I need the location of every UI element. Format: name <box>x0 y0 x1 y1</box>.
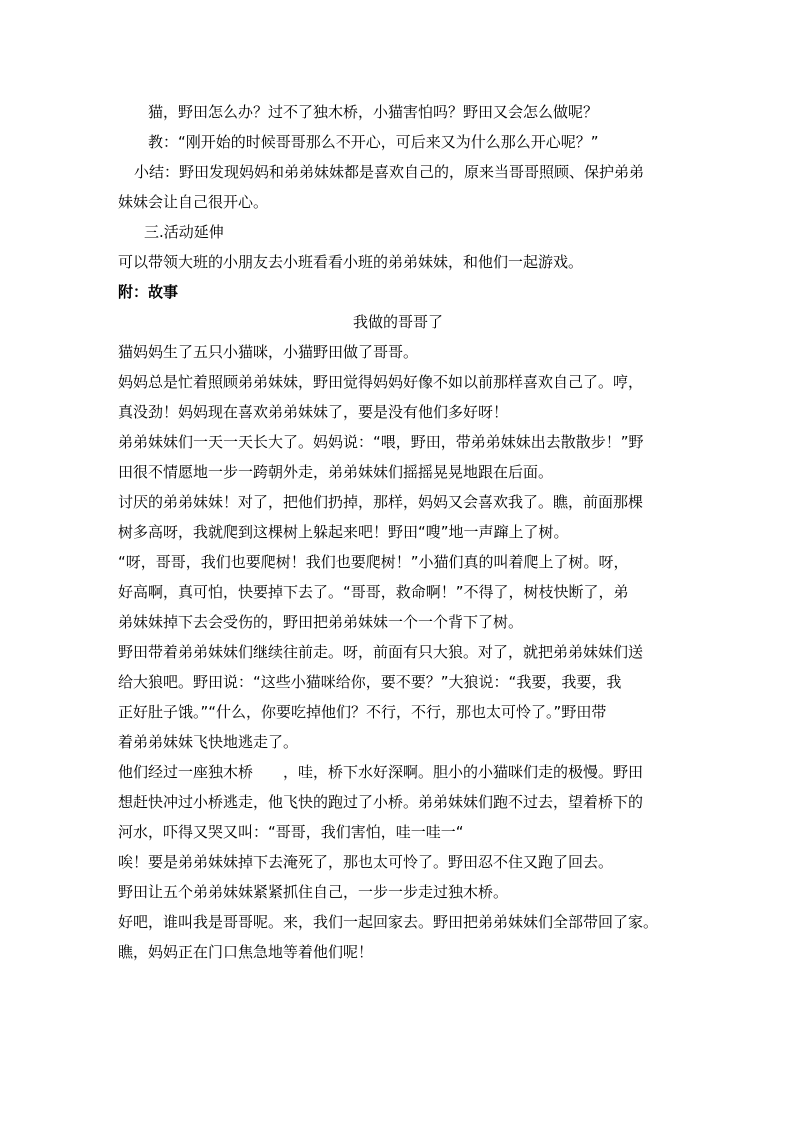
story-line: 着弟弟妹妹飞快地逃走了。 <box>118 733 299 751</box>
story-line: 唉！要是弟弟妹妹掉下去淹死了，那也太可怜了。野田忍不住又跑了回去。 <box>118 853 614 871</box>
story-line: 野田让五个弟弟妹妹紧紧抓住自己，一步一步走过独木桥。 <box>118 883 509 901</box>
story-line: 想赶快冲过小桥逃走，他飞快的跑过了小桥。弟弟妹妹们跑不过去，望着桥下的 <box>118 793 644 811</box>
story-line: 真没劲！妈妈现在喜欢弟弟妹妹了，要是没有他们多好呀！ <box>118 403 509 421</box>
appendix-label: 附：故事 <box>118 283 179 301</box>
teacher-question-line: 教：“刚开始的时候哥哥那么不开心，可后来又为什么那么开心呢？” <box>148 133 599 151</box>
lesson-question-line: 猫，野田怎么办？过不了独木桥，小猫害怕吗？野田又会怎么做呢？ <box>148 103 599 121</box>
story-line: 弟妹妹掉下去会受伤的，野田把弟弟妹妹一个一个背下了树。 <box>118 613 524 631</box>
section-heading: 三.活动延伸 <box>144 223 224 241</box>
story-line: 野田带着弟弟妹妹们继续往前走。呀，前面有只大狼。对了，就把弟弟妹妹们送 <box>118 643 644 661</box>
story-line: 妈妈总是忙着照顾弟弟妹妹，野田觉得妈妈好像不如以前那样喜欢自己了。哼， <box>118 373 644 391</box>
summary-line-2: 妹妹会让自己很开心。 <box>118 193 269 211</box>
story-line: 讨厌的弟弟妹妹！对了，把他们扔掉，那样，妈妈又会喜欢我了。瞧，前面那棵 <box>118 493 644 511</box>
story-line: 瞧，妈妈正在门口焦急地等着他们呢！ <box>118 943 374 961</box>
story-line: 给大狼吧。野田说：“这些小猫咪给你，要不要？”大狼说：“我要，我要，我 <box>118 673 622 691</box>
story-title: 我做的哥哥了 <box>352 313 443 331</box>
summary-line-1: 小结：野田发现妈妈和弟弟妹妹都是喜欢自己的，原来当哥哥照顾、保护弟弟 <box>134 163 645 181</box>
story-line: 河水，吓得又哭又叫：“哥哥，我们害怕，哇一哇一“ <box>118 823 464 841</box>
story-line: 田很不情愿地一步一跨朝外走，弟弟妹妹们摇摇晃晃地跟在后面。 <box>118 463 554 481</box>
story-line: 猫妈妈生了五只小猫咪，小猫野田做了哥哥。 <box>118 343 419 361</box>
story-line: 他们经过一座独木桥 ，哇，桥下水好深啊。胆小的小猫咪们走的极慢。野田 <box>118 763 644 781</box>
story-line: “呀，哥哥，我们也要爬树！我们也要爬树！”小猫们真的叫着爬上了树。呀， <box>118 553 629 571</box>
story-line: 好高啊，真可怕，快要掉下去了。“哥哥，救命啊！”不得了，树枝快断了，弟 <box>118 583 629 601</box>
story-line: 弟弟妹妹们一天一天长大了。妈妈说：“喂，野田，带弟弟妹妹出去散散步！”野 <box>118 433 644 451</box>
story-line: 好吧，谁叫我是哥哥呢。来，我们一起回家去。野田把弟弟妹妹们全部带回了家。 <box>118 913 659 931</box>
story-line: 正好肚子饿。”“什么，你要吃掉他们？不行，不行，那也太可怜了。”野田带 <box>118 703 607 721</box>
extension-text: 可以带领大班的小朋友去小班看看小班的弟弟妹妹，和他们一起游戏。 <box>118 253 584 271</box>
document-body <box>118 97 678 967</box>
story-line: 树多高呀，我就爬到这棵树上躲起来吧！野田“嗖”地一声蹿上了树。 <box>118 523 569 541</box>
